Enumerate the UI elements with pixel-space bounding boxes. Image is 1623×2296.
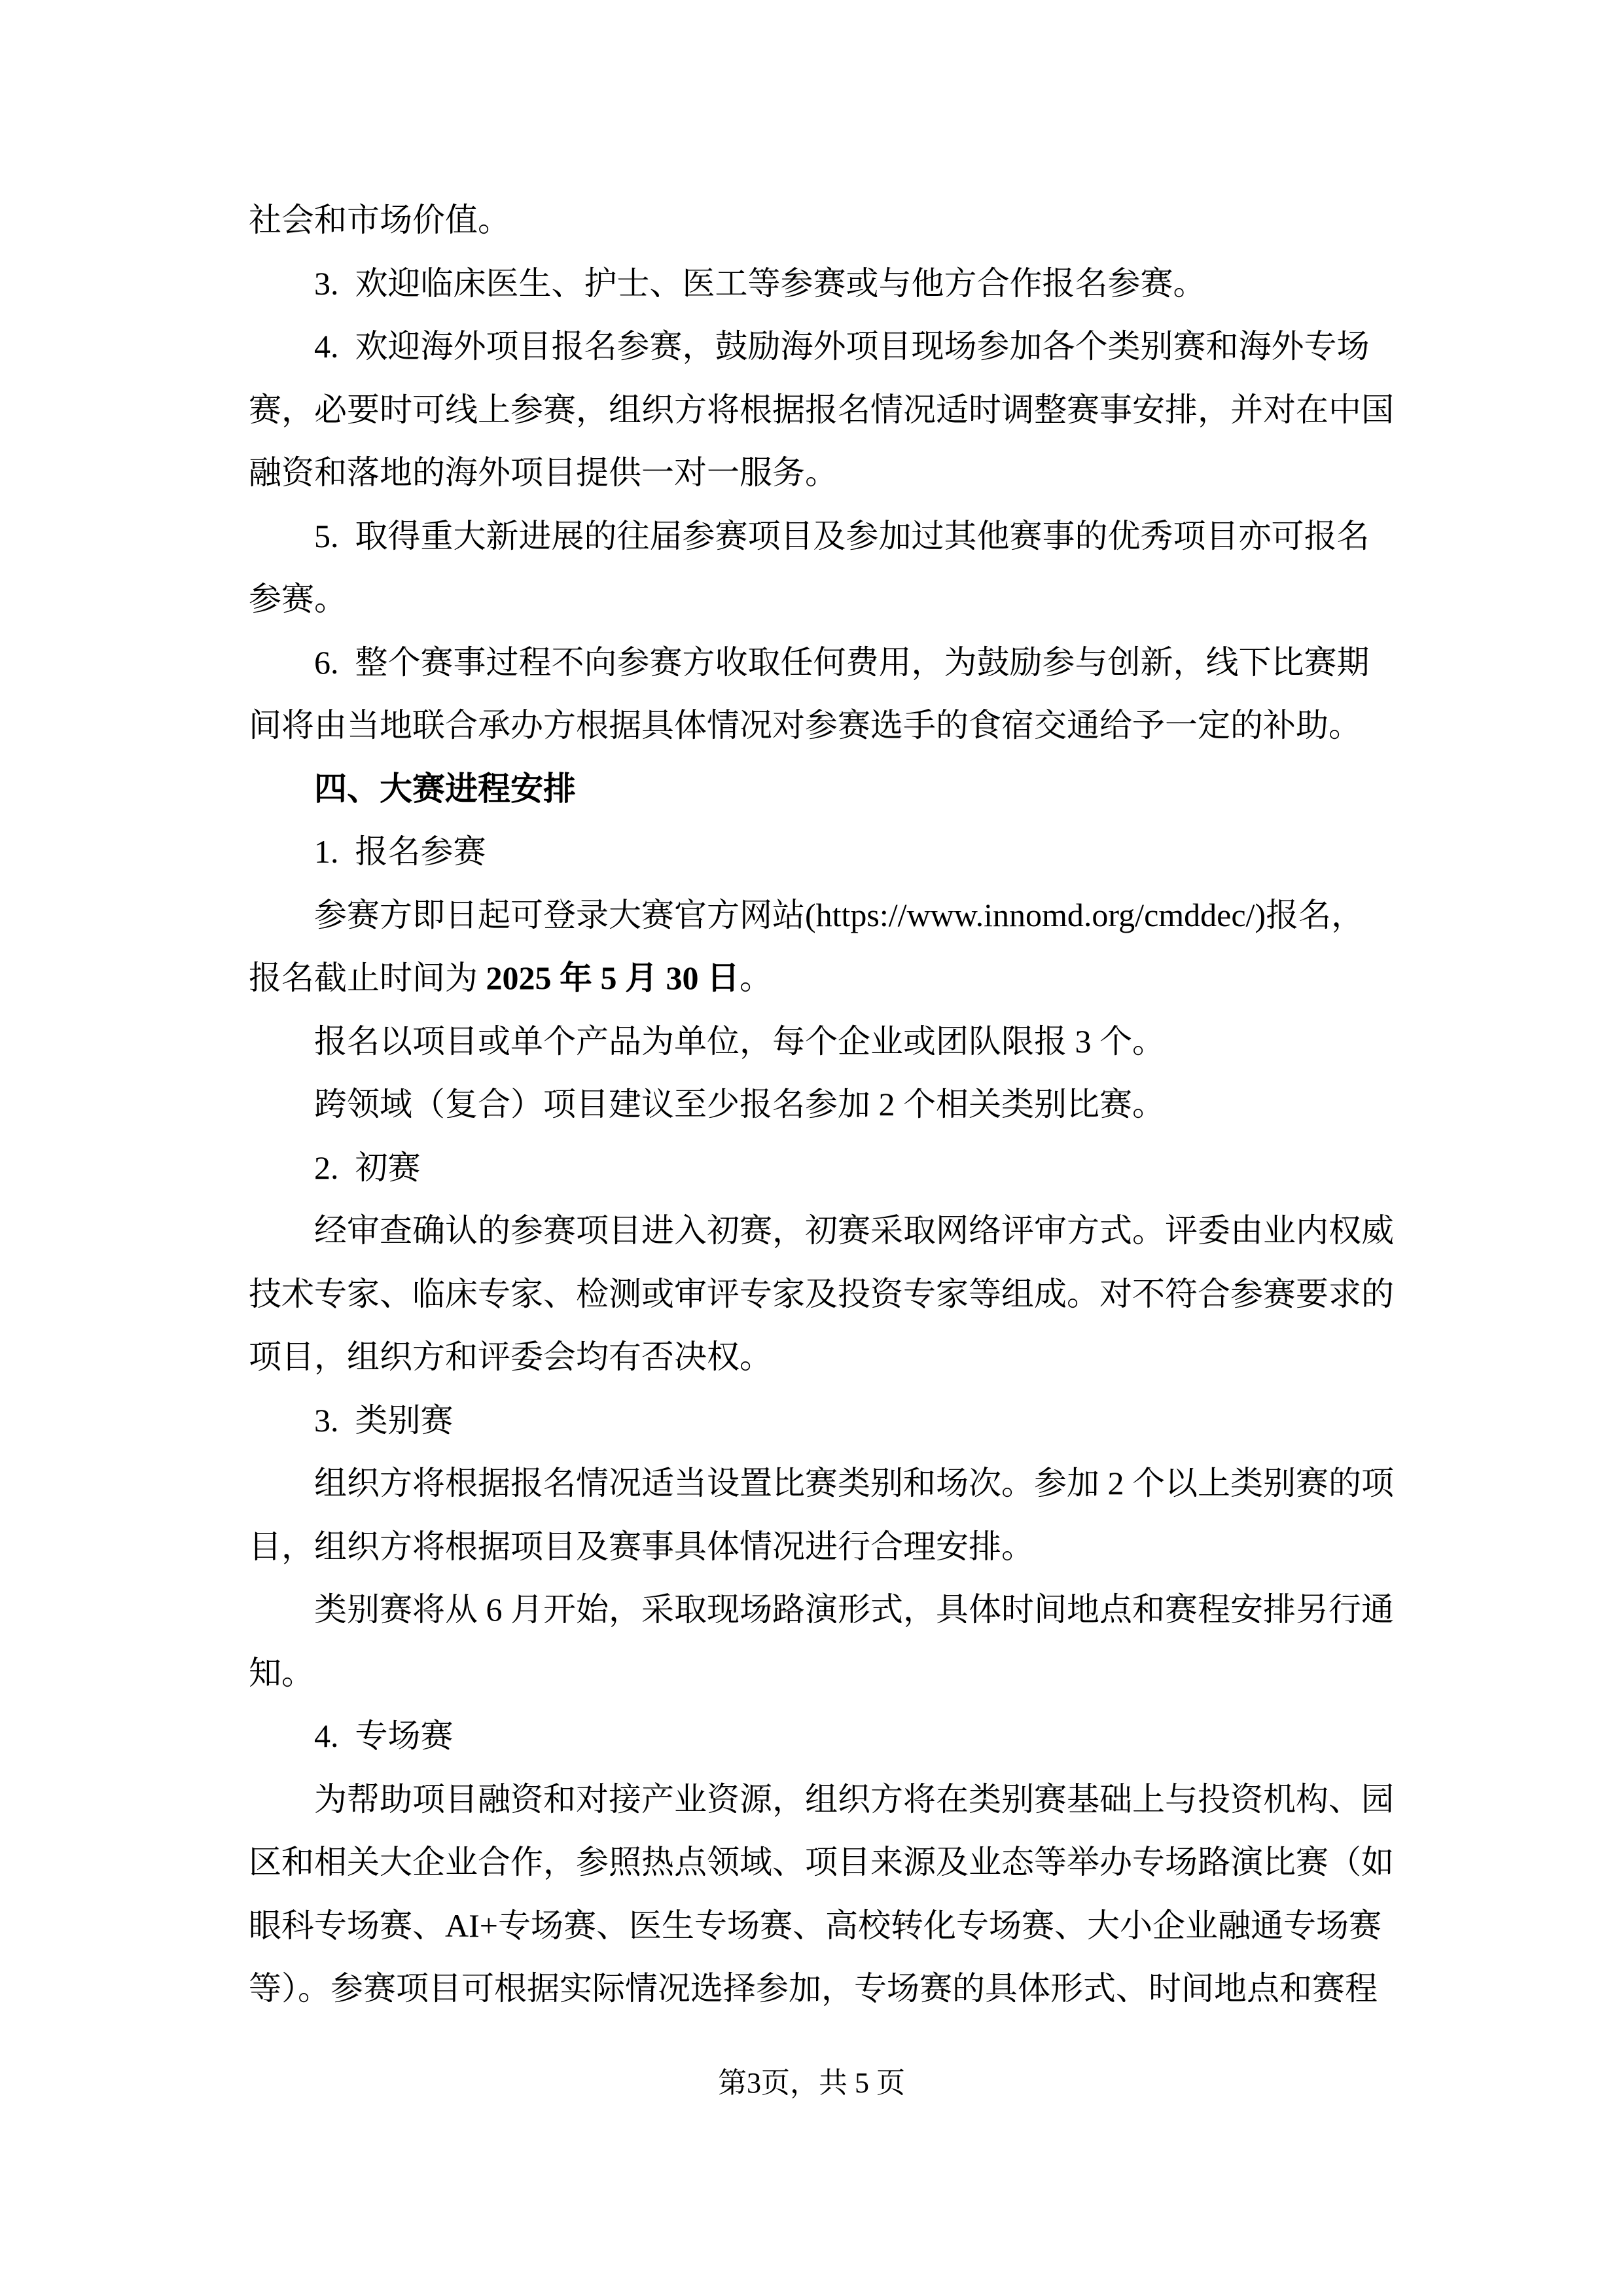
text-line [249, 505, 1381, 568]
text-line [249, 1957, 1381, 2020]
text-line [249, 631, 1381, 694]
text-run: 技术专家、临床专家、检测或审评专家及投资专家等组成。对不符合参赛要求的 [249, 1275, 1394, 1312]
text-line [249, 884, 1381, 947]
text-run: 4. 欢迎海外项目报名参赛，鼓励海外项目现场参加各个类别赛和海外专场 [314, 328, 1370, 365]
text-run: 经审查确认的参赛项目进入初赛，初赛采取网络评审方式。评委由业内权威 [314, 1212, 1394, 1249]
text-line [249, 1263, 1394, 1326]
text-run: 等）。参赛项目可根据实际情况选择参加，专场赛的具体形式、时间地点和赛程 [249, 1970, 1378, 2007]
text-line [249, 378, 1394, 442]
text-run: 项目，组织方和评委会均有否决权。 [249, 1338, 772, 1375]
text-line [249, 441, 1381, 505]
text-run: 5. 取得重大新进展的往届参赛项目及参加过其他赛事的优秀项目亦可报名 [314, 517, 1370, 554]
section-heading [249, 757, 1381, 821]
text-line [249, 1768, 1394, 1831]
text-line [249, 1894, 1381, 1958]
text-line [249, 567, 1381, 631]
document-body [249, 188, 1394, 2020]
text-line [249, 1010, 1381, 1073]
text-run: 类别赛将从 6 月开始，采取现场路演形式，具体时间地点和赛程安排另行通 [314, 1591, 1394, 1628]
text-line [249, 1136, 1381, 1200]
text-run: 跨领域（复合）项目建议至少报名参加 2 个相关类别比赛。 [314, 1086, 1165, 1122]
text-line [249, 1831, 1394, 1894]
text-run: 2. 初赛 [314, 1149, 421, 1186]
text-line [249, 1704, 1381, 1768]
text-run: 赛，必要时可线上参赛，组织方将根据报名情况适时调整赛事安排，并对在中国 [249, 391, 1394, 428]
text-run: 3. 类别赛 [314, 1401, 454, 1439]
text-line [249, 188, 1381, 252]
text-run: 间将由当地联合承办方根据具体情况对参赛选手的食宿交通给予一定的补助。 [249, 707, 1361, 744]
text-run: 。 [740, 960, 772, 996]
page-footer: 第3页，共 5 页 [718, 2067, 905, 2099]
text-run: 四、大赛进程安排 [314, 770, 576, 807]
text-line [249, 1515, 1381, 1579]
text-line [249, 1641, 1381, 1705]
text-run: 6. 整个赛事过程不向参赛方收取任何费用，为鼓励参与创新，线下比赛期 [314, 643, 1370, 681]
text-line [249, 820, 1381, 884]
text-run: 3. 欢迎临床医生、护士、医工等参赛或与他方合作报名参赛。 [314, 264, 1206, 302]
text-run: 报名以项目或单个产品为单位，每个企业或团队限报 3 个。 [314, 1022, 1165, 1060]
text-run: 参赛。 [249, 581, 347, 617]
text-line [249, 1199, 1394, 1263]
text-run: 参赛方即日起可登录大赛官方网站(https://www.innomd.org/cmddec/)报名， [314, 896, 1364, 933]
text-run: 融资和落地的海外项目提供一对一服务。 [249, 454, 838, 491]
text-run: 区和相关大企业合作，参照热点领域、项目来源及业态等举办专场路演比赛（如 [249, 1844, 1394, 1880]
text-run: 目，组织方将根据项目及赛事具体情况进行合理安排。 [249, 1528, 1034, 1565]
text-run: 组织方将根据报名情况适当设置比赛类别和场次。参加 2 个以上类别赛的项 [314, 1465, 1394, 1501]
text-line [249, 1452, 1394, 1515]
text-line [249, 1325, 1381, 1389]
text-run: 报名截止时间为 [249, 960, 486, 996]
text-line [249, 315, 1381, 378]
text-line [249, 252, 1381, 315]
text-run: 4. 专场赛 [314, 1717, 454, 1754]
text-run: 1. 报名参赛 [314, 833, 486, 870]
bold-text-run: 2025 年 5 月 30 日 [486, 960, 740, 996]
text-run: 眼科专场赛、AI+专场赛、医生专场赛、高校转化专场赛、大小企业融通专场赛 [249, 1907, 1382, 1944]
text-line [249, 946, 1381, 1010]
text-line [249, 1578, 1394, 1641]
text-run: 为帮助项目融资和对接产业资源，组织方将在类别赛基础上与投资机构、园 [314, 1780, 1394, 1818]
text-line [249, 1389, 1381, 1452]
text-run: 知。 [249, 1654, 314, 1691]
text-line [249, 694, 1381, 757]
text-run: 社会和市场价值。 [249, 202, 510, 238]
text-line [249, 1073, 1381, 1136]
